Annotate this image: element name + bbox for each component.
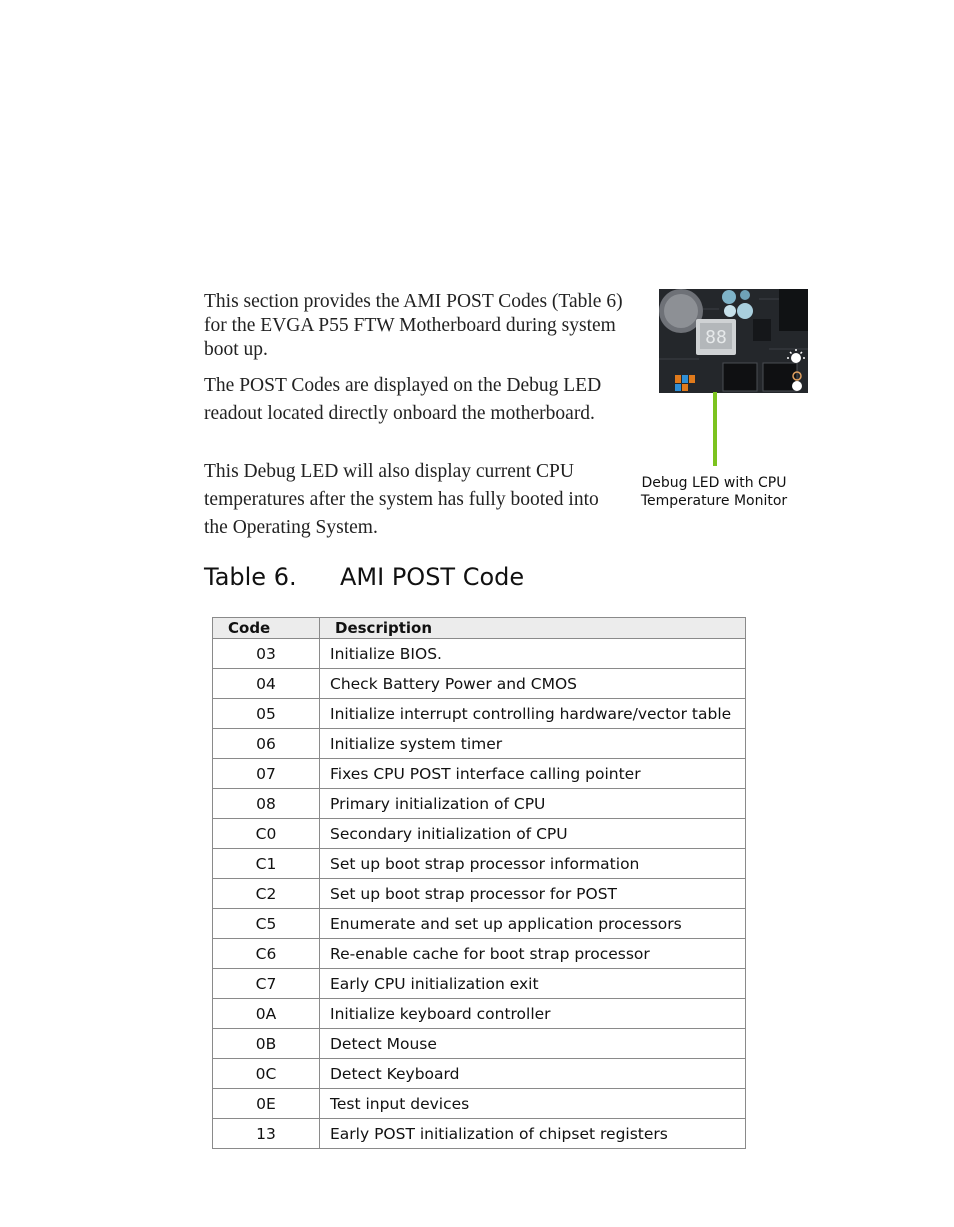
post-code-cell: 04 (213, 669, 320, 699)
post-code-cell: C2 (213, 879, 320, 909)
debug-led-readout: 88 (705, 327, 727, 348)
table-header-row (213, 618, 746, 639)
intro-paragraph-3: This Debug LED will also display current CPU temperatures after the system has fully booted into the Operating System. (204, 461, 599, 538)
post-code-cell: 0A (213, 999, 320, 1029)
post-description-cell: Fixes CPU POST interface calling pointer (320, 759, 746, 789)
post-code-cell: 07 (213, 759, 320, 789)
table-row (213, 939, 746, 969)
table-row (213, 1089, 746, 1119)
post-code-cell: 13 (213, 1119, 320, 1149)
figure-caption-line-1: Debug LED with CPU (641, 475, 787, 491)
post-code-cell: 0E (213, 1089, 320, 1119)
table-row (213, 639, 746, 669)
motherboard-debug-led-photo (659, 289, 808, 393)
intro-paragraph-1: This section provides the AMI POST Codes (Table 6) for the EVGA P55 FTW Motherboard during system boot up. (204, 291, 623, 360)
post-code-cell: C7 (213, 969, 320, 999)
post-code-cell: 08 (213, 789, 320, 819)
figure-caption (636, 474, 792, 510)
post-description-cell: Detect Mouse (320, 1029, 746, 1059)
post-code-cell: 03 (213, 639, 320, 669)
post-description-cell: Set up boot strap processor for POST (320, 879, 746, 909)
post-description-cell: Initialize keyboard controller (320, 999, 746, 1029)
column-header-description: Description (320, 618, 746, 639)
ami-post-code-table (212, 617, 746, 1149)
post-code-cell: 0B (213, 1029, 320, 1059)
figure-caption-line-2: Temperature Monitor (640, 493, 788, 509)
column-header-code: Code (213, 618, 320, 639)
post-code-cell: C0 (213, 819, 320, 849)
post-code-cell: 0C (213, 1059, 320, 1089)
post-description-cell: Enumerate and set up application processors (320, 909, 746, 939)
table-row (213, 1029, 746, 1059)
table-title: AMI POST Code (340, 563, 525, 591)
post-description-cell: Primary initialization of CPU (320, 789, 746, 819)
post-description-cell: Detect Keyboard (320, 1059, 746, 1089)
post-description-cell: Test input devices (320, 1089, 746, 1119)
table-row (213, 1119, 746, 1149)
table-number: Table 6. (204, 563, 297, 591)
post-description-cell: Secondary initialization of CPU (320, 819, 746, 849)
table-row (213, 909, 746, 939)
table-heading (204, 563, 524, 591)
table-row (213, 969, 746, 999)
post-description-cell: Set up boot strap processor information (320, 849, 746, 879)
post-code-cell: 06 (213, 729, 320, 759)
table-row (213, 879, 746, 909)
table-row (213, 819, 746, 849)
table-row (213, 999, 746, 1029)
intro-text (204, 290, 644, 542)
post-code-cell: 05 (213, 699, 320, 729)
table-row (213, 789, 746, 819)
post-description-cell: Early POST initialization of chipset registers (320, 1119, 746, 1149)
post-description-cell: Initialize interrupt controlling hardware/vector table (320, 699, 746, 729)
post-description-cell: Re-enable cache for boot strap processor (320, 939, 746, 969)
post-description-cell: Check Battery Power and CMOS (320, 669, 746, 699)
table-row (213, 849, 746, 879)
post-code-cell: C6 (213, 939, 320, 969)
table-row (213, 759, 746, 789)
table-row (213, 699, 746, 729)
post-description-cell: Initialize BIOS. (320, 639, 746, 669)
post-description-cell: Early CPU initialization exit (320, 969, 746, 999)
post-code-cell: C1 (213, 849, 320, 879)
post-code-cell: C5 (213, 909, 320, 939)
intro-paragraph-2: The POST Codes are displayed on the Debug LED readout located directly onboard the motherboard. (204, 375, 602, 424)
post-description-cell: Initialize system timer (320, 729, 746, 759)
callout-line (713, 392, 717, 466)
table-row (213, 669, 746, 699)
table-row (213, 1059, 746, 1089)
table-row (213, 729, 746, 759)
